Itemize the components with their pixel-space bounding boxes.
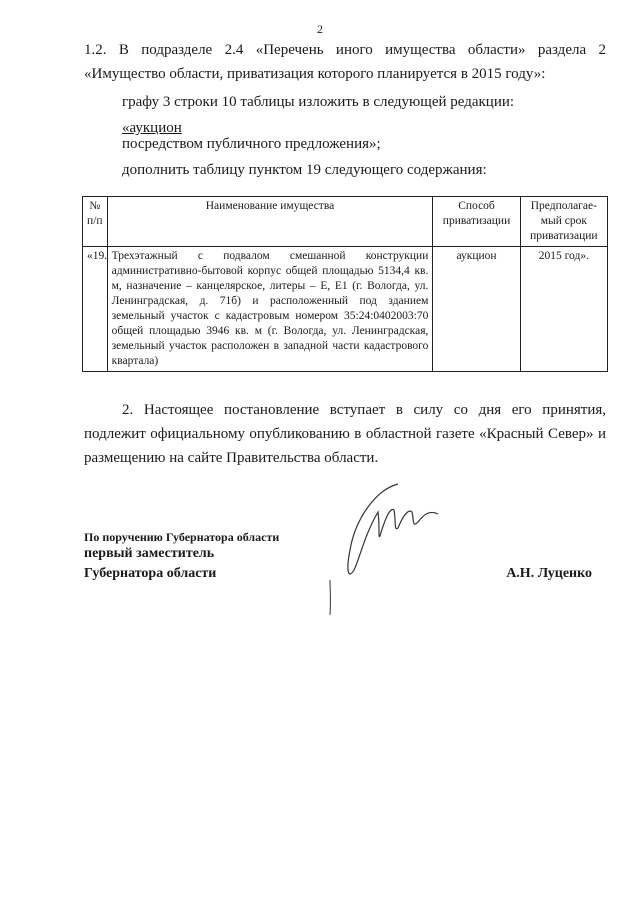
row-term: 2015 год». [520, 247, 607, 372]
paragraph-2: 2. Настоящее постановление вступает в силу со дня его принятия, подлежит официальному опубликованию в областной газете «Красный Север» и размещению на сайте Правительства области. [84, 402, 606, 466]
row-property-description: Трехэтажный с подвалом смешанной конструкции административно-бытовой корпус общей площадью 5134,4 кв. м, назначение – канцелярское, литеры – Е, Е1 (г. Вологда, ул. Ленинградская, д. 71б) и расположенный под зданием земельный участок с кадастровым номером 35:24:0402003:70 общей площадью 3946 кв. м (г. Вологда, ул. Ленинградская, земельный участок расположен в западной части кадастрового квартала) [107, 247, 433, 372]
table-header-row [83, 197, 608, 247]
paragraph-1-2-line-1: 1.2. В подразделе 2.4 «Перечень иного имущества области» раздела 2 [84, 42, 606, 58]
header-privatization-method: Способ приватизации [433, 197, 520, 247]
quote-line-1: «аукцион [122, 120, 182, 136]
handwritten-signature [320, 470, 450, 620]
table-row [83, 247, 608, 372]
instruction-line: графу 3 строки 10 таблицы изложить в следующей редакции: [122, 94, 515, 110]
signature-line-1: По поручению Губернатора области [84, 530, 280, 544]
paragraph-1-2-line-2: «Имущество области, приватизация которого планируется в 2015 году»: [84, 66, 546, 82]
property-table [82, 196, 608, 372]
page-number: 2 [317, 22, 323, 36]
row-method: аукцион [433, 247, 520, 372]
supplement-line: дополнить таблицу пунктом 19 следующего содержания: [122, 162, 487, 178]
row-number: «19. [83, 247, 108, 372]
signature-line-2: первый заместитель [84, 546, 215, 561]
header-privatization-term: Предполагае-мый срок приватизации [520, 197, 607, 247]
signature-line-3: Губернатора области [84, 566, 217, 581]
header-property-name: Наименование имущества [107, 197, 433, 247]
quote-line-2: посредством публичного предложения»; [122, 136, 381, 152]
signatory-name: А.Н. Луценко [506, 566, 592, 581]
header-number: № п/п [83, 197, 108, 247]
